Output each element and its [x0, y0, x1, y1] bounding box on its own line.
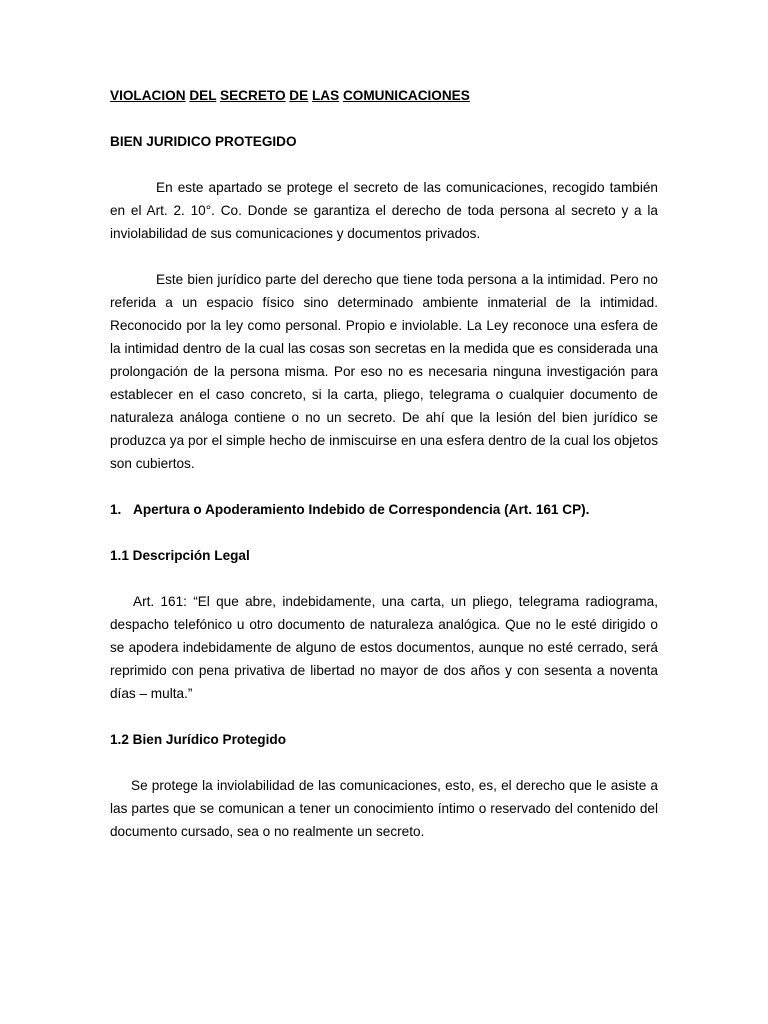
- subsection-1-1-text: Art. 161: “El que abre, indebidamente, una carta, un pliego, telegrama radiograma, despacho telefónico u otro documento de naturaleza analógica. Que no le esté dirigido o se apodera indebidamente de alguno de estos documentos, aunque no esté cerrado, será reprimido con pena privativa de libertad no mayor de dos años y con sesenta a noventa días – multa.”: [110, 594, 658, 701]
- paragraph-intro: En este apartado se protege el secreto de las comunicaciones, recogido también en el Art. 2. 10°. Co. Donde se garantiza el derecho de toda persona al secreto y a la inviolabilidad de sus comunicaciones y documentos privados.: [110, 180, 658, 241]
- paragraph-intimacy: Este bien jurídico parte del derecho que tiene toda persona a la intimidad. Pero no referida a un espacio físico sino determinado ambiente inmaterial de la intimidad. Reconocido por la ley como personal. Propio e inviolable. La Ley reconoce una esfera de la intimidad dentro de la cual las cosas son secretas en la medida que es considerada una prolongación de la persona misma. Por eso no es necesaria ninguna investigación para establecer en el caso concreto, si la carta, pliego, telegrama o cualquier documento de naturaleza análoga contiene o no un secreto. De ahí que la lesión del bien jurídico se produzca ya por el simple hecho de inmiscuirse en una esfera dentro de la cual los objetos son cubiertos.: [110, 272, 658, 471]
- section-1-number: 1.: [110, 502, 122, 517]
- title-word: VIOLACION: [110, 88, 186, 103]
- title-word: SECRETO: [220, 88, 286, 103]
- title-word: LAS: [311, 88, 340, 103]
- title-word: DE: [289, 88, 309, 103]
- title-word: DEL: [189, 88, 217, 103]
- section-1-title: Apertura o Apoderamiento Indebido de Correspondencia (Art. 161 CP).: [133, 502, 590, 517]
- document-body: [110, 84, 658, 866]
- subsection-1-1-heading: 1.1 Descripción Legal: [110, 548, 250, 563]
- subsection-1-2-heading: 1.2 Bien Jurídico Protegido: [110, 732, 286, 747]
- section-heading: BIEN JURIDICO PROTEGIDO: [110, 134, 297, 149]
- subsection-1-2-text: Se protege la inviolabilidad de las comunicaciones, esto, es, el derecho que le asiste a las partes que se comunican a tener un conocimiento íntimo o reservado del contenido del documento cursado, sea o no realmente un secreto.: [110, 778, 658, 839]
- document-title: [110, 84, 658, 107]
- section-1-heading: [110, 498, 658, 521]
- title-word: COMUNICACIONES: [342, 88, 470, 103]
